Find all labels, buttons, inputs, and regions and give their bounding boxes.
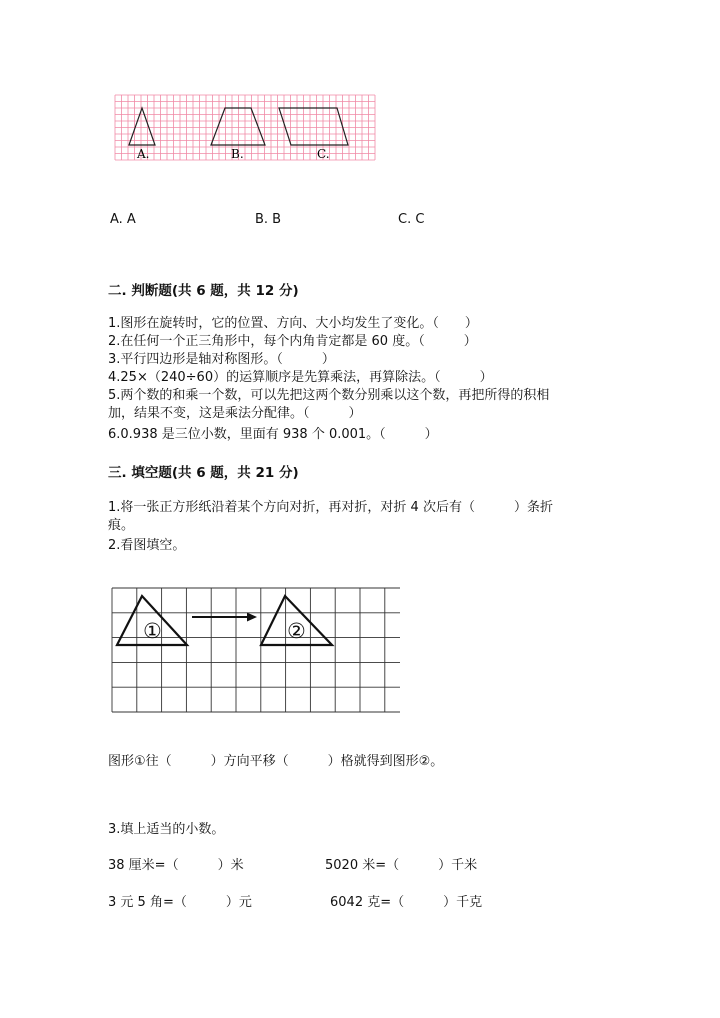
fill-q1-line2: 痕。: [108, 518, 135, 533]
fill-blank-4: 6042 克=（ ）千克: [330, 895, 483, 910]
circled-1-label: ①: [143, 619, 162, 643]
fill-q1-line1: 1.将一张正方形纸沿着某个方向对折，再对折，对折 4 次后有（ ）条折: [108, 500, 553, 515]
option-b: B. B: [255, 212, 282, 227]
judge-item-3: 3.平行四边形是轴对称图形。（ ）: [108, 352, 335, 367]
judge-item-6: 6.0.938 是三位小数，里面有 938 个 0.001。（ ）: [108, 427, 438, 442]
fill-q2: 2.看图填空。: [108, 538, 186, 553]
section2-heading: 二. 判断题(共 6 题，共 12 分): [108, 283, 299, 299]
triangle-shape: [129, 108, 155, 145]
judge-item-2: 2.在任何一个正三角形中，每个内角肯定都是 60 度。（ ）: [108, 334, 477, 349]
judge-item-5-line2: 加，结果不变，这是乘法分配律。（ ）: [108, 406, 362, 421]
parallelogram-shape: [279, 108, 348, 145]
shape-label-a: A.: [137, 147, 150, 161]
option-c: C. C: [398, 212, 425, 227]
shapes-grid-figure: [115, 95, 377, 163]
option-a: A. A: [110, 212, 136, 227]
fill-q3: 3.填上适当的小数。: [108, 822, 225, 837]
fill-blank-1: 38 厘米=（ ）米: [108, 858, 244, 873]
fill-blank-2: 5020 米=（ ）千米: [325, 858, 478, 873]
section3-heading: 三. 填空题(共 6 题，共 21 分): [108, 465, 299, 481]
circled-2-label: ②: [287, 619, 306, 643]
judge-item-5-line1: 5.两个数的和乘一个数，可以先把这两个数分别乘以这个数，再把所得的积相: [108, 388, 550, 403]
shape-label-c: C.: [317, 147, 330, 161]
judge-item-4: 4.25×（240÷60）的运算顺序是先算乘法，再算除法。（ ）: [108, 370, 493, 385]
fill-q2-answer: 图形①往（ ）方向平移（ ）格就得到图形②。: [108, 754, 444, 769]
shape-label-b: B.: [231, 147, 244, 161]
arrow-head: [247, 613, 257, 622]
judge-item-1: 1.图形在旋转时，它的位置、方向、大小均发生了变化。（ ）: [108, 316, 478, 331]
fill-blank-3: 3 元 5 角=（ ）元: [108, 895, 252, 910]
translation-grid-figure: [112, 588, 404, 714]
